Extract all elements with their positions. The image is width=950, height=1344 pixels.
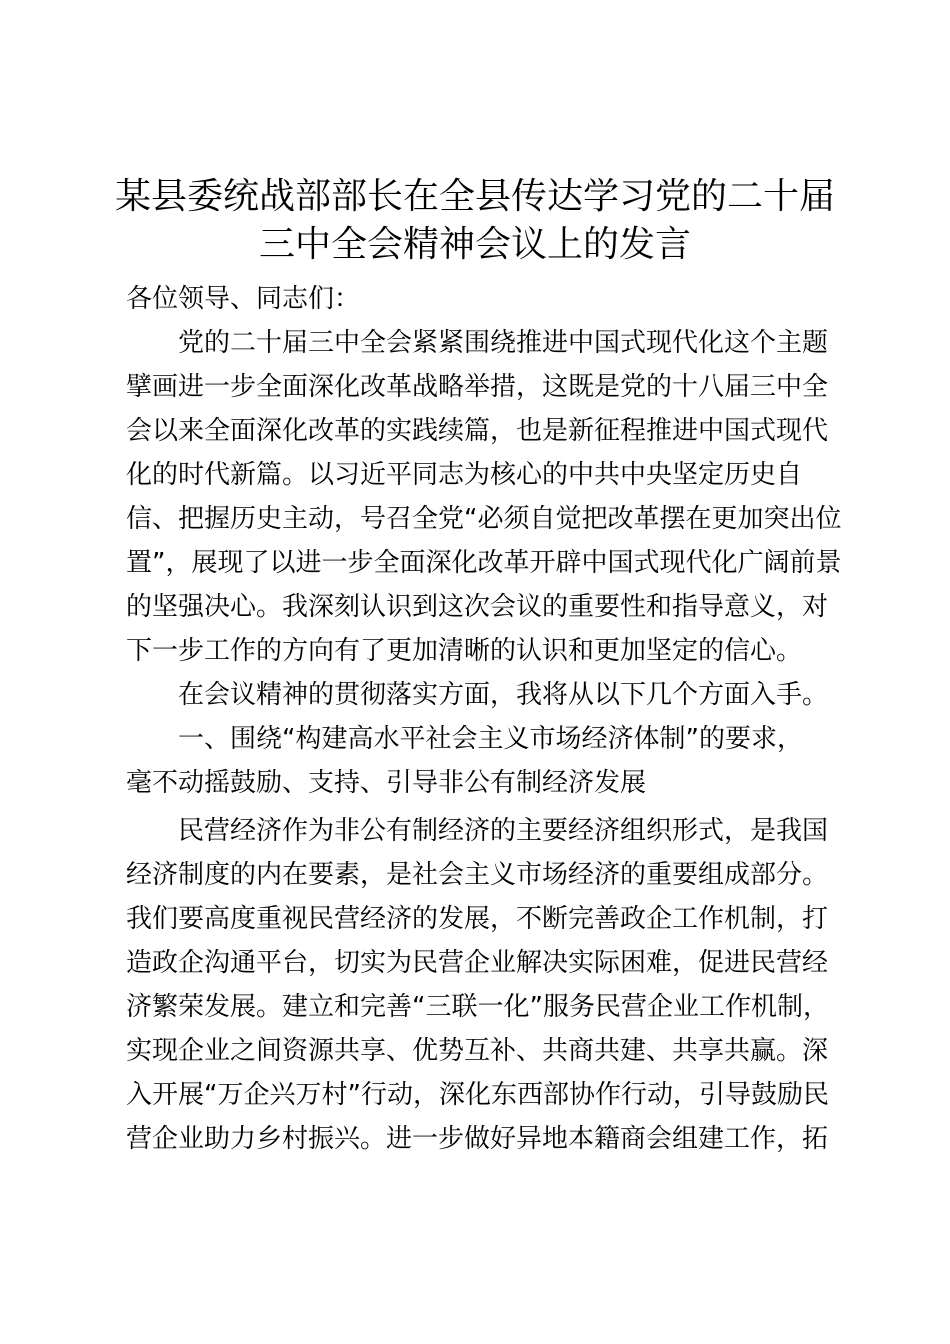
body-line: 济繁荣发展。建立和完善“三联一化”服务民营企业工作机制， <box>126 992 829 1022</box>
body-line: 党的二十届三中全会紧紧围绕推进中国式现代化这个主题 <box>126 328 829 358</box>
body-line: 我们要高度重视民营经济的发展，不断完善政企工作机制，打 <box>126 904 829 934</box>
body-line: 下一步工作的方向有了更加清晰的认识和更加坚定的信心。 <box>126 636 803 666</box>
body-line: 的坚强决心。我深刻认识到这次会议的重要性和指导意义，对 <box>126 592 829 622</box>
section-heading-line: 一、围绕“构建高水平社会主义市场经济体制”的要求， <box>126 724 803 754</box>
body-line: 实现企业之间资源共享、优势互补、共商共建、共享共赢。深 <box>126 1036 829 1066</box>
body-line: 化的时代新篇。以习近平同志为核心的中共中央坚定历史自 <box>126 460 803 490</box>
body-line: 营企业助力乡村振兴。进一步做好异地本籍商会组建工作，拓 <box>126 1124 829 1154</box>
body-line: 民营经济作为非公有制经济的主要经济组织形式，是我国 <box>126 816 829 846</box>
body-line: 造政企沟通平台，切实为民营企业解决实际困难，促进民营经 <box>126 948 829 978</box>
body-line: 在会议精神的贯彻落实方面，我将从以下几个方面入手。 <box>126 680 829 710</box>
body-line: 信、把握历史主动，号召全党“必须自觉把改革摆在更加突出位 <box>126 504 842 534</box>
document-title-line-1: 某县委统战部部长在全县传达学习党的二十届 <box>114 176 835 217</box>
document-title-line-2: 三中全会精神会议上的发言 <box>258 224 691 265</box>
section-heading-line: 毫不动摇鼓励、支持、引导非公有制经济发展 <box>126 768 647 798</box>
body-line: 入开展“万企兴万村”行动，深化东西部协作行动，引导鼓励民 <box>126 1080 829 1110</box>
body-line: 擘画进一步全面深化改革战略举措，这既是党的十八届三中全 <box>126 372 829 402</box>
body-line: 会以来全面深化改革的实践续篇，也是新征程推进中国式现代 <box>126 416 829 446</box>
body-line: 置”，展现了以进一步全面深化改革开辟中国式现代化广阔前景 <box>126 548 842 578</box>
body-line: 经济制度的内在要素，是社会主义市场经济的重要组成部分。 <box>126 860 829 890</box>
salutation: 各位领导、同志们： <box>126 284 361 314</box>
